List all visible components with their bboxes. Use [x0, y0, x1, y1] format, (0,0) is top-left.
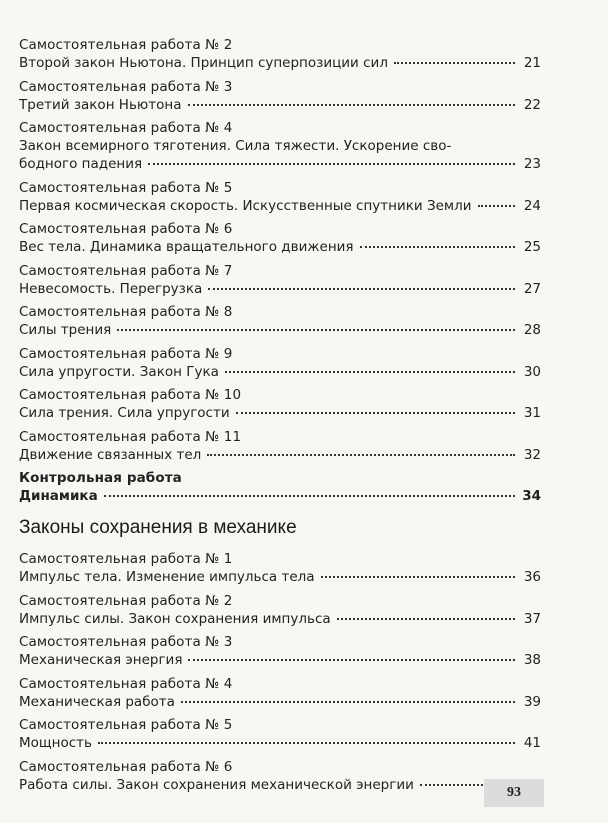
toc-entry — [19, 716, 541, 752]
toc-entry — [19, 36, 541, 72]
entry-kind: Самостоятельная работа № 5 — [19, 179, 233, 196]
entry-kind: Самостоятельная работа № 6 — [19, 758, 233, 775]
entry-title: Движение связанных тел — [19, 446, 202, 463]
toc-entry — [19, 303, 541, 339]
entry-title: Второй закон Ньютона. Принцип суперпозиции сил — [19, 55, 388, 71]
entry-kind: Самостоятельная работа № 2 — [19, 37, 233, 53]
entry-title: Невесомость. Перегрузка — [19, 280, 203, 297]
entry-title: Механическая энергия — [19, 652, 183, 668]
toc-entry — [19, 386, 541, 422]
entry-title: Динамика — [19, 488, 98, 504]
entry-kind: Самостоятельная работа № 11 — [19, 428, 242, 445]
entry-title: Механическая работа — [19, 693, 175, 710]
entry-title: бодного падения — [19, 156, 143, 172]
entry-page: 22 — [523, 96, 541, 113]
leader-dots — [337, 618, 515, 620]
dynamics-entries — [19, 36, 541, 464]
entry-kind: Самостоятельная работа № 9 — [19, 345, 233, 362]
leader-dots — [98, 742, 515, 744]
entry-page: 24 — [523, 197, 541, 214]
toc-entry — [19, 428, 541, 464]
entry-page: 31 — [523, 405, 541, 421]
toc-entry — [19, 633, 541, 669]
entry-title: Первая космическая скорость. Искусственные спутники Земли — [19, 197, 472, 214]
entry-title: Сила упругости. Закон Гука — [19, 363, 219, 380]
entry-kind: Самостоятельная работа № 5 — [19, 717, 233, 733]
entry-kind: Контрольная работа — [19, 470, 182, 486]
entry-page: 21 — [523, 55, 541, 71]
leader-dots — [236, 412, 515, 414]
toc-entry — [19, 220, 541, 256]
entry-kind: Самостоятельная работа № 8 — [19, 304, 233, 320]
leader-dots — [104, 495, 515, 497]
leader-dots — [188, 659, 515, 661]
entry-page: 25 — [523, 239, 541, 255]
entry-kind: Самостоятельная работа № 4 — [19, 675, 233, 692]
leader-dots — [148, 163, 515, 165]
entry-title: Мощность — [19, 735, 92, 751]
leader-dots — [225, 371, 515, 373]
leader-dots — [478, 205, 515, 207]
entry-title: Работа силы. Закон сохранения механической энергии — [19, 776, 414, 793]
toc-entry — [19, 345, 541, 381]
toc-entry — [19, 119, 541, 173]
entry-title: Силы трения — [19, 322, 112, 338]
entry-page: 36 — [523, 569, 541, 585]
entry-title: Импульс силы. Закон сохранения импульса — [19, 610, 331, 627]
entry-page: 34 — [522, 488, 541, 504]
leader-dots — [188, 104, 515, 106]
toc-entry — [19, 78, 541, 114]
leader-dots — [208, 288, 515, 290]
entry-title: Третий закон Ньютона — [19, 96, 182, 113]
entry-title-line1: Закон всемирного тяготения. Сила тяжести. Ускорение сво- — [19, 138, 452, 154]
entry-kind: Самостоятельная работа № 10 — [19, 387, 242, 403]
entry-page: 38 — [523, 652, 541, 668]
entry-kind: Самостоятельная работа № 3 — [19, 634, 233, 650]
section-heading: Законы сохранения в механике — [19, 517, 297, 538]
entry-kind: Самостоятельная работа № 2 — [19, 592, 233, 609]
entry-page: 27 — [523, 280, 541, 297]
leader-dots — [117, 329, 515, 331]
entry-title: Импульс тела. Изменение импульса тела — [19, 569, 315, 585]
leader-dots — [181, 701, 515, 703]
toc-entry — [19, 675, 541, 711]
entry-page: 37 — [523, 610, 541, 627]
entry-kind: Самостоятельная работа № 6 — [19, 221, 233, 237]
leader-dots — [394, 62, 515, 64]
leader-dots — [207, 454, 515, 456]
control-work-entry — [19, 469, 541, 505]
toc-entry — [19, 262, 541, 298]
entry-title: Вес тела. Динамика вращательного движения — [19, 239, 354, 255]
entry-page: 28 — [523, 322, 541, 338]
toc-entry — [19, 592, 541, 628]
entry-kind: Самостоятельная работа № 4 — [19, 120, 233, 136]
entry-page: 39 — [523, 693, 541, 710]
toc-entry — [19, 179, 541, 215]
entry-kind: Самостоятельная работа № 3 — [19, 78, 233, 95]
page-number: 93 — [484, 779, 544, 807]
leader-dots — [360, 246, 515, 248]
conservation-entries — [19, 550, 541, 794]
entry-kind: Самостоятельная работа № 1 — [19, 551, 233, 567]
entry-title: Сила трения. Сила упругости — [19, 405, 230, 421]
entry-kind: Самостоятельная работа № 7 — [19, 262, 233, 279]
entry-page: 41 — [523, 735, 541, 751]
toc-entry — [19, 550, 541, 586]
table-of-contents — [19, 36, 541, 799]
entry-page: 32 — [523, 446, 541, 463]
toc-entry — [19, 758, 541, 794]
entry-page: 30 — [523, 363, 541, 380]
leader-dots — [321, 576, 515, 578]
entry-page: 23 — [523, 156, 541, 172]
